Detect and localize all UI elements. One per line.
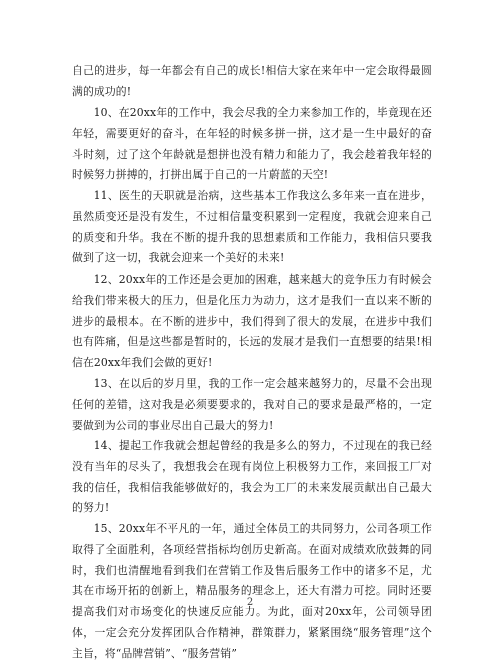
paragraph-item-10: 10、在20xx年的工作中，我会尽我的全力来参加工作的，毕竟现在还年轻，需要更好的奋斗，在年轻的时候多拼一拼，这才是一生中最好的奋斗时刻，过了这个年龄就是想拼也没有精力和能力了，我会趁着我年轻的时候努力拼搏的，打拼出属于自己的一片蔚蓝的天空!	[72, 106, 432, 182]
paragraph-item-11: 11、医生的天职就是治病，这些基本工作我这么多年来一直在进步，虽然质变还是没有发生，不过相信量变积累到一定程度，我就会迎来自己的质变和升华。我在不断的提升我的思想素质和工作能力，我相信只要我做到了这一切，我就会迎来一个美好的未来!	[72, 189, 432, 265]
page-number: 2	[246, 597, 254, 608]
paragraph-item-13: 13、在以后的岁月里，我的工作一定会越来越努力的，尽量不会出现任何的差错，这对我是必须要要求的，我对自己的要求是最严格的，一定要做到为公司的事业尽出自己最大的努力!	[72, 377, 432, 432]
paragraph-continuation: 自己的进步，每一年都会有自己的成长!相信大家在来年中一定会取得最圆满的成功的!	[72, 64, 432, 98]
paragraph-item-15: 15、20xx年不平凡的一年，通过全体员工的共同努力，公司各项工作取得了全面胜利，各项经营指标均创历史新高。在面对成绩欢欣鼓舞的同时，我们也清醒地看到我们在营销工作及售后服务工作中的诸多不足，尤其在市场开拓的创新上，精品服务的理念上，还大有潜力可挖。同时还要提高我们对市场变化的快速反应能力。为此，面对20xx年，公司领导团体，一定会充分发挥团队合作精神，群策群力，紧紧围绕“服务管理”这个主旨，将“品牌营销”、“服务营销”	[72, 522, 432, 660]
paragraph-item-14: 14、提起工作我就会想起曾经的我是多么的努力，不过现在的我已经没有当年的尽头了，我想我会在现有岗位上积极努力工作，来回报工厂对我的信任，我相信我能够做好的，我会为工厂的未来发展贡献出自己最大的努力!	[72, 439, 432, 515]
paragraph-item-12: 12、20xx年的工作还是会更加的困难，越来越大的竞争压力有时候会给我们带来极大的压力，但是化压力为动力，这才是我们一直以来不断的进步的最根本。在不断的进步中，我们得到了很大的发展，在进步中我们也有阵痛，但是这些都是暂时的，长远的发展才是我们一直想要的结果!相信在20xx年我们会做的更好!	[72, 273, 432, 369]
